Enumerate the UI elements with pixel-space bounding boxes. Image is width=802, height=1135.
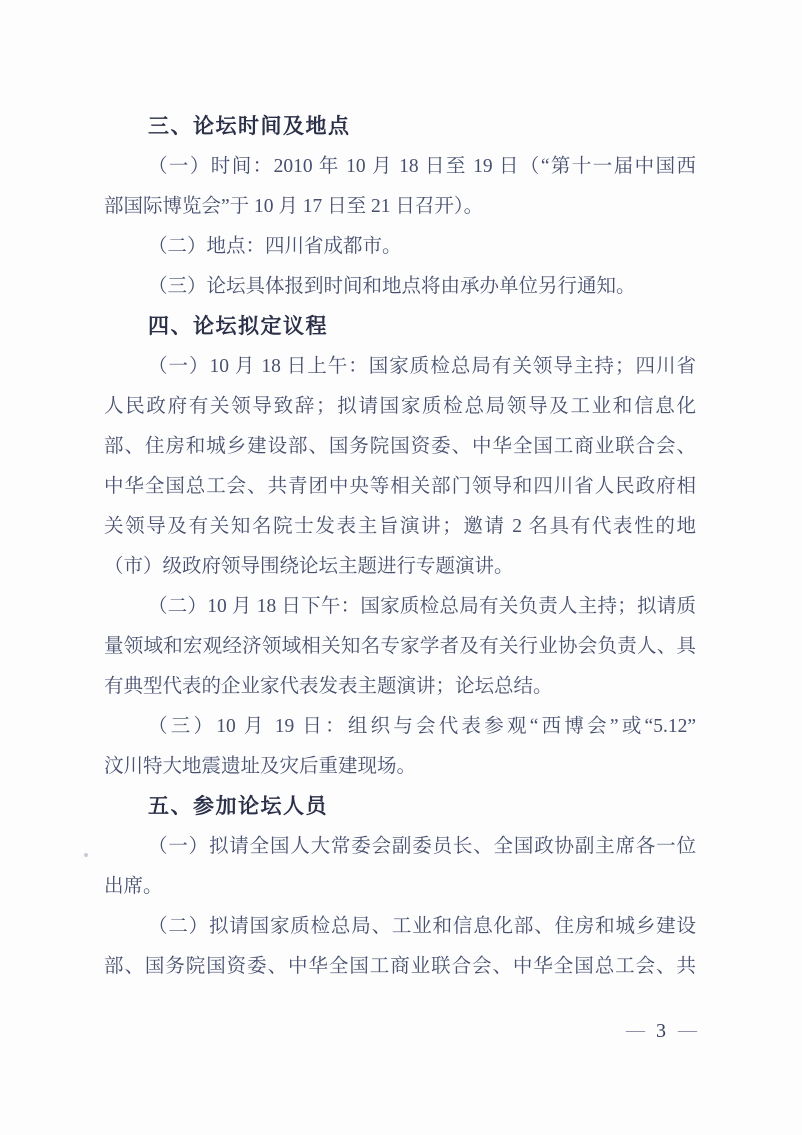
footer-dash-right: — bbox=[678, 1020, 696, 1041]
text-line: （二）地点：四川省成都市。 bbox=[148, 236, 402, 257]
text-line: （一）时间：2010 年 10 月 18 日至 19 日（“第十一届中国西 bbox=[148, 156, 696, 177]
text-line: 部、国务院国资委、中华全国工商业联合会、中华全国总工会、共 bbox=[104, 956, 696, 977]
page-footer bbox=[626, 1020, 696, 1042]
text-line: （三）论坛具体报到时间和地点将由承办单位另行通知。 bbox=[148, 276, 636, 297]
footer-dash-left: — bbox=[626, 1020, 644, 1041]
page-number: 3 bbox=[656, 1020, 666, 1042]
text-line: （三）10 月 19 日：组织与会代表参观“西博会”或“5.12” bbox=[148, 716, 696, 737]
heading-section-5: 五、参加论坛人员 bbox=[148, 795, 328, 818]
document-body bbox=[104, 107, 696, 987]
text-line: 中华全国总工会、共青团中央等相关部门领导和四川省人民政府相 bbox=[104, 476, 696, 497]
heading-section-4: 四、论坛拟定议程 bbox=[148, 315, 328, 338]
heading-section-3: 三、论坛时间及地点 bbox=[148, 115, 351, 138]
text-line: 部、住房和城乡建设部、国务院国资委、中华全国工商业联合会、 bbox=[104, 436, 696, 457]
text-line: （二）10 月 18 日下午：国家质检总局有关负责人主持；拟请质 bbox=[148, 596, 696, 617]
text-line: （一）10 月 18 日上午：国家质检总局有关领导主持；四川省 bbox=[148, 356, 696, 377]
text-line: （市）级政府领导围绕论坛主题进行专题演讲。 bbox=[104, 556, 514, 577]
text-line: 汶川特大地震遗址及灾后重建现场。 bbox=[104, 756, 417, 777]
text-line: （一）拟请全国人大常委会副委员长、全国政协副主席各一位 bbox=[148, 836, 696, 857]
text-line: 部国际博览会”于 10 月 17 日至 21 日召开）。 bbox=[104, 196, 484, 217]
text-line: 有典型代表的企业家代表发表主题演讲；论坛总结。 bbox=[104, 676, 553, 697]
text-line: （二）拟请国家质检总局、工业和信息化部、住房和城乡建设 bbox=[148, 916, 696, 937]
text-line: 人民政府有关领导致辞；拟请国家质检总局领导及工业和信息化 bbox=[104, 396, 696, 417]
scan-speck bbox=[84, 853, 88, 857]
text-line: 出席。 bbox=[104, 876, 163, 897]
text-line: 关领导及有关知名院士发表主旨演讲；邀请 2 名具有代表性的地 bbox=[104, 516, 696, 537]
text-line: 量领域和宏观经济领域相关知名专家学者及有关行业协会负责人、具 bbox=[104, 636, 696, 657]
